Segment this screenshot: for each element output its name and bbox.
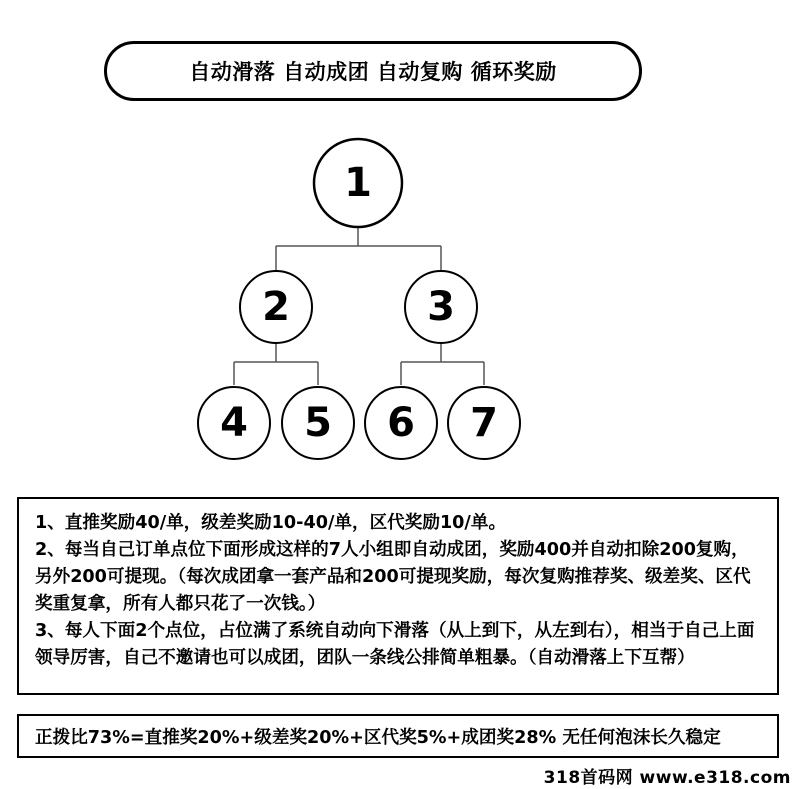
node-label: 1 (344, 160, 372, 206)
node-label: 4 (220, 400, 248, 446)
rule-item-3: 3、每人下面2个点位，占位满了系统自动向下滑落（从上到下，从左到右），相当于自己上面领导厉害，自己不邀请也可以成团，团队一条线公排简单粗暴。（自动滑落上下互帮） (35, 621, 755, 668)
tree-node-4 (198, 387, 270, 459)
tree-node-5 (282, 387, 354, 459)
node-label: 7 (470, 400, 498, 446)
node-label: 3 (427, 284, 455, 330)
tree-node-7 (448, 387, 520, 459)
payout-ratio-box (17, 714, 779, 758)
tree-node-2 (240, 271, 312, 343)
rules-box (17, 497, 779, 695)
connector-2-to-4-5 (234, 343, 318, 385)
connector-1-to-2-3 (276, 225, 441, 270)
node-label: 2 (262, 284, 290, 330)
tree-node-6 (365, 387, 437, 459)
rule-item-1: 1、直推奖励40/单，级差奖励10-40/单，区代奖励10/单。 (35, 513, 507, 533)
watermark (544, 763, 791, 788)
node-label: 6 (387, 400, 415, 446)
connector-3-to-6-7 (401, 343, 484, 385)
watermark-text: 318首码网 www.e318.com (543, 768, 791, 788)
payout-ratio-text: 正拨比73%=直推奖20%+级差奖20%+区代奖5%+成团奖28% 无任何泡沫长久稳定 (35, 727, 721, 748)
tree-node-1 (314, 139, 402, 227)
page-title-text: 自动滑落 自动成团 自动复购 循环奖励 (189, 60, 557, 84)
tree-node-3 (405, 271, 477, 343)
rule-item-2: 2、每当自己订单点位下面形成这样的7人小组即自动成团，奖励400并自动扣除200复购，另外200可提现。（每次成团拿一套产品和200可提现奖励，每次复购推荐奖、级差奖、区代奖重复拿，所有人都只花了一次钱。） (35, 540, 751, 614)
node-label: 5 (304, 400, 332, 446)
